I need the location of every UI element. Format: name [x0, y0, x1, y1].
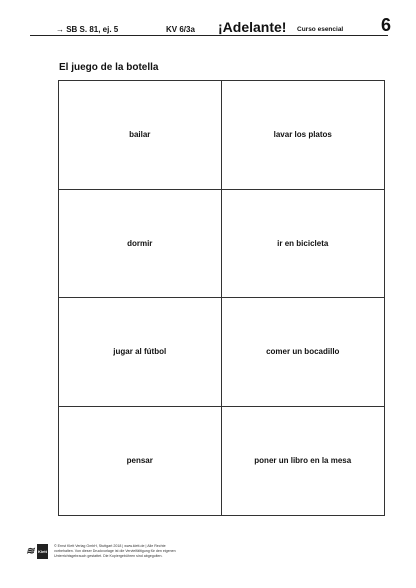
card-cell: bailar [59, 81, 222, 190]
logo-mark-icon: ≋ [26, 546, 35, 557]
card-cell: pensar [59, 407, 222, 516]
unit-number: 6 [381, 15, 392, 35]
card-cell: ir en bicicleta [222, 190, 385, 299]
card-cell: jugar al fútbol [59, 298, 222, 407]
publisher-logo [26, 541, 48, 561]
copyright-line: © Ernst Klett Verlag GmbH, Stuttgart 2018 | www.klett.de | Alle Rechte [54, 544, 166, 548]
course-name: Curso esencial [297, 26, 344, 33]
card-cell: dormir [59, 190, 222, 299]
copyright-text [54, 544, 304, 559]
copyright-line: Unterrichtsgebrauch gestattet. Die Kopiergebühren sind abgegolten. [54, 554, 163, 558]
card-cell: comer un bocadillo [222, 298, 385, 407]
page-footer [26, 540, 366, 570]
card-grid [58, 80, 385, 516]
page-header [0, 0, 416, 40]
textbook-reference: → SB S. 81, ej. 5 [56, 25, 119, 34]
copyright-line: vorbehalten. Von dieser Druckvorlage ist die Vervielfältigung für den eigenen [54, 549, 176, 553]
card-cell: lavar los platos [222, 81, 385, 190]
card-cell: poner un libro en la mesa [254, 456, 352, 466]
page-title: El juego de la botella [59, 62, 159, 73]
logo-box: Klett [37, 544, 48, 559]
worksheet-code: KV 6/3a [166, 25, 195, 34]
book-title: ¡Adelante! [218, 19, 287, 35]
header-divider [30, 35, 388, 36]
